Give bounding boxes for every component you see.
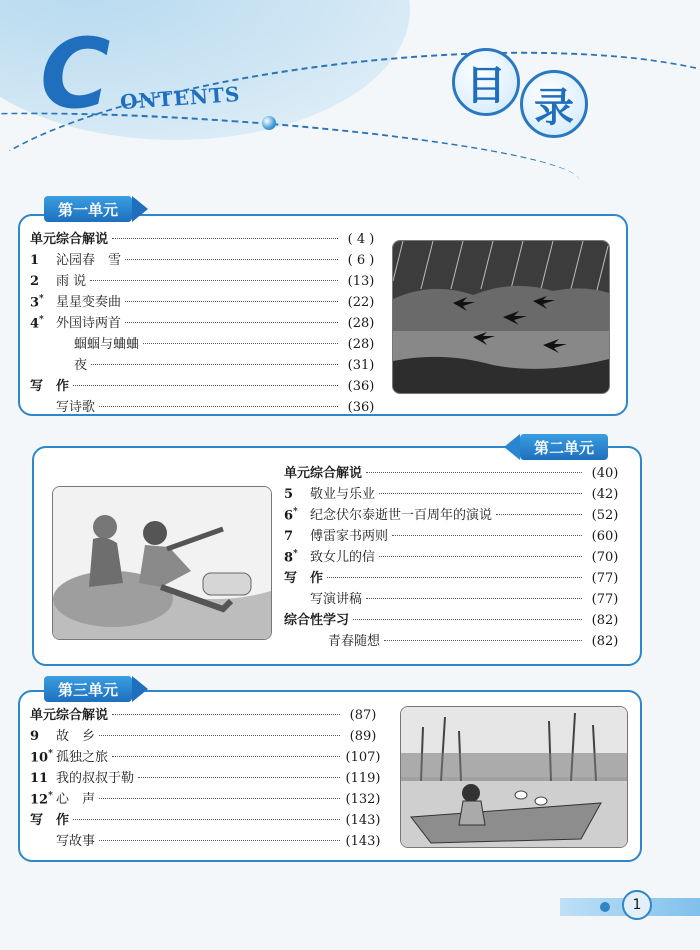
dot-leader — [353, 619, 582, 620]
dot-leader — [366, 472, 582, 473]
toc-entry-page: (77) — [591, 592, 619, 607]
dot-leader — [125, 301, 338, 302]
optional-lesson-mark: * — [293, 506, 298, 517]
toc-entry-title: 夜 — [74, 358, 88, 373]
toc-entry-title: 写诗歌 — [56, 400, 96, 415]
toc-entry[interactable] — [30, 767, 382, 788]
page-number: 1 — [622, 890, 652, 920]
decorative-dot — [600, 902, 610, 912]
lesson-number: 12* — [30, 790, 53, 807]
toc-entry[interactable] — [30, 270, 380, 291]
optional-lesson-mark: * — [48, 790, 53, 801]
dot-leader — [99, 798, 340, 799]
toc-entry[interactable] — [284, 462, 624, 483]
lesson-number: 2 — [30, 274, 40, 289]
dot-leader — [143, 343, 338, 344]
dot-leader — [392, 535, 582, 536]
dot-leader — [99, 840, 340, 841]
lesson-number: 8* — [284, 548, 298, 565]
toc-entry-title: 孤独之旅 — [56, 750, 109, 765]
toc-entry[interactable] — [30, 354, 380, 375]
dot-leader — [99, 406, 338, 407]
toc-entry-page: (82) — [591, 634, 619, 649]
dot-leader — [379, 556, 582, 557]
toc-entry[interactable] — [30, 704, 382, 725]
toc-entry-title: 综合性学习 — [284, 613, 350, 628]
toc-entry[interactable] — [284, 504, 624, 525]
toc-entry-title: 雨 说 — [56, 274, 87, 289]
toc-entry[interactable] — [284, 567, 624, 588]
toc-entry-title: 单元综合解说 — [30, 708, 109, 723]
unit-1-tag: 第一单元 — [44, 196, 132, 222]
toc-entry-title: 单元综合解说 — [30, 232, 109, 247]
dot-leader — [125, 259, 338, 260]
toc-entry-page: (28) — [347, 337, 375, 352]
toc-entry-page: (82) — [591, 613, 619, 628]
optional-lesson-mark: * — [48, 748, 53, 759]
decorative-dot — [262, 116, 276, 130]
toc-entry-title: 傅雷家书两则 — [310, 529, 389, 544]
page-title-char: 目 — [452, 48, 520, 116]
toc-entry-title: 敬业与乐业 — [310, 487, 376, 502]
optional-lesson-mark: * — [293, 548, 298, 559]
toc-entry-title: 故 乡 — [56, 729, 96, 744]
toc-entry[interactable] — [284, 483, 624, 504]
lesson-number: 7 — [284, 529, 294, 544]
toc-entry-title: 心 声 — [56, 792, 96, 807]
toc-entry[interactable] — [30, 291, 380, 312]
toc-entry-page: (143) — [345, 834, 381, 849]
lesson-number: 10* — [30, 748, 53, 765]
toc-entry-title: 沁园春 雪 — [56, 253, 122, 268]
toc-entry-page: (52) — [591, 508, 619, 523]
toc-entry[interactable] — [284, 630, 624, 651]
dot-leader — [73, 819, 340, 820]
unit-2-toc — [284, 462, 624, 651]
optional-lesson-mark: * — [39, 314, 44, 325]
toc-entry[interactable] — [30, 375, 380, 396]
optional-lesson-mark: * — [39, 293, 44, 304]
toc-entry-title: 写故事 — [56, 834, 96, 849]
toc-entry-page: (36) — [347, 400, 375, 415]
toc-entry-page: (132) — [345, 792, 381, 807]
toc-entry-page: (89) — [349, 729, 377, 744]
toc-entry-page: (77) — [591, 571, 619, 586]
toc-entry-page: (42) — [591, 487, 619, 502]
toc-entry-page: (31) — [347, 358, 375, 373]
lesson-number: 9 — [30, 729, 40, 744]
dot-leader — [73, 385, 338, 386]
toc-entry[interactable] — [284, 588, 624, 609]
toc-entry[interactable] — [284, 546, 624, 567]
toc-entry[interactable] — [30, 333, 380, 354]
toc-entry-title: 外国诗两首 — [56, 316, 122, 331]
toc-entry[interactable] — [30, 725, 382, 746]
lesson-number: 6* — [284, 506, 298, 523]
toc-entry-title: 纪念伏尔泰逝世一百周年的演说 — [310, 508, 493, 523]
toc-entry[interactable] — [30, 396, 380, 417]
contents-logo-text: ONTENTS — [119, 81, 242, 115]
unit-3-tag: 第三单元 — [44, 676, 132, 702]
toc-entry-title: 写 作 — [30, 813, 70, 828]
dot-leader — [91, 364, 338, 365]
dot-leader — [384, 640, 582, 641]
dot-leader — [125, 322, 338, 323]
dot-leader — [138, 777, 340, 778]
toc-entry-page: (36) — [347, 379, 375, 394]
toc-entry-page: (119) — [345, 771, 381, 786]
toc-entry-page: ( 4 ) — [347, 232, 375, 247]
dot-leader — [90, 280, 338, 281]
contents-logo-letter: C — [40, 18, 111, 130]
youth-illustration — [52, 486, 272, 640]
toc-entry-title: 单元综合解说 — [284, 466, 363, 481]
toc-entry-page: (60) — [591, 529, 619, 544]
dot-leader — [496, 514, 582, 515]
dot-leader — [327, 577, 582, 578]
toc-entry-page: (13) — [347, 274, 375, 289]
toc-entry[interactable] — [30, 788, 382, 809]
toc-entry-page: (22) — [347, 295, 375, 310]
toc-entry-page: (40) — [591, 466, 619, 481]
toc-entry-page: (28) — [347, 316, 375, 331]
dot-leader — [99, 735, 340, 736]
toc-entry-title: 致女儿的信 — [310, 550, 376, 565]
dot-leader — [366, 598, 582, 599]
unit-1-toc — [30, 228, 380, 417]
toc-entry-title: 我的叔叔于勒 — [56, 771, 135, 786]
lesson-number: 11 — [30, 771, 49, 786]
toc-entry[interactable] — [30, 830, 382, 851]
toc-entry-page: (107) — [345, 750, 381, 765]
toc-entry[interactable] — [30, 249, 380, 270]
toc-entry[interactable] — [30, 228, 380, 249]
toc-entry-page: ( 6 ) — [347, 253, 375, 268]
toc-entry[interactable] — [30, 809, 382, 830]
toc-entry-page: (70) — [591, 550, 619, 565]
toc-entry-title: 星星变奏曲 — [56, 295, 122, 310]
toc-entry-page: (143) — [345, 813, 381, 828]
toc-entry-title: 写 作 — [284, 571, 324, 586]
lesson-number: 4* — [30, 314, 44, 331]
toc-entry[interactable] — [30, 746, 382, 767]
page-title-char: 录 — [520, 70, 588, 138]
toc-entry-title: 蝈蝈与蛐蛐 — [74, 337, 140, 352]
dot-leader — [112, 756, 340, 757]
dot-leader — [112, 714, 340, 715]
toc-entry[interactable] — [284, 609, 624, 630]
unit-3-toc — [30, 704, 382, 851]
lesson-number: 3* — [30, 293, 44, 310]
dot-leader — [112, 238, 338, 239]
unit-2-tag: 第二单元 — [520, 434, 608, 460]
toc-entry-title: 写演讲稿 — [310, 592, 363, 607]
toc-entry-title: 青春随想 — [328, 634, 381, 649]
lesson-number: 5 — [284, 487, 294, 502]
swallows-in-rain-illustration — [392, 240, 610, 394]
lesson-number: 1 — [30, 253, 40, 268]
boy-in-boat-illustration — [400, 706, 628, 848]
toc-entry-title: 写 作 — [30, 379, 70, 394]
dot-leader — [379, 493, 582, 494]
toc-entry-page: (87) — [349, 708, 377, 723]
toc-entry[interactable] — [284, 525, 624, 546]
toc-entry[interactable] — [30, 312, 380, 333]
